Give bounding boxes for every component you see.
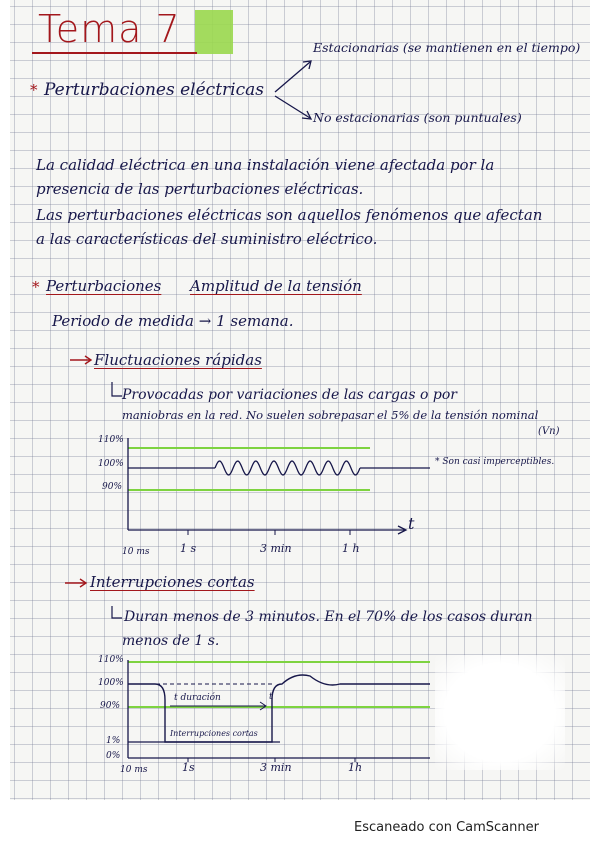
g2-ylabel: 100%	[98, 678, 124, 688]
fluctuaciones-line-1: Provocadas por variaciones de las cargas o por	[122, 387, 457, 403]
fluctuaciones-line-2: maniobras en la red. No suelen sobrepasar el 5% de la tensión nominal	[122, 408, 539, 422]
g2-xlabel: 1s	[182, 761, 195, 774]
g1-ylabel: 100%	[98, 459, 124, 469]
g1-xlabel: 1 s	[180, 542, 197, 555]
notebook-page: Tema 7 * Perturbaciones eléctricas Estacionarias (se mantienen en el tiempo) No estacionarias (son puntuales) La calidad eléctrica en una instalación viene afectada por la presencia de las perturbaciones eléctricas. Las perturbaciones eléctricas son aquellos fenómenos que afectan a las características del suministro eléctrico. * Perturbaciones Amplitud de la tensión Periodo de medida → 1 semana. Fluctuaciones rápidas Provocadas por variaciones de las cargas o por maniobras en la red. No suelen sobrepasar el 5% de la tensión nominal (Vn) * Son casi imperceptibles. 110% 100% 90% 10 ms 1 s 3 min 1 h t Interrupciones cortas Duran menos de 3 minutos. En el 70% de los casos duran menos de 1 s. 110% 100% 90% 1% 0% t duración t Interrupciones cortas 10 ms 1s 3 min 1h	[10, 0, 590, 800]
paragraph-line-4: a las características del suministro eléctrico.	[36, 230, 378, 248]
fluctuaciones-note: * Son casi imperceptibles.	[435, 457, 555, 467]
page-title: Tema 7	[38, 7, 181, 51]
g2-interrupcion: Interrupciones cortas	[170, 729, 258, 738]
interrupciones-line-1: Duran menos de 3 minutos. En el 70% de los casos duran	[124, 609, 533, 625]
g1-xlabel: 3 min	[260, 542, 292, 555]
interrupciones-line-2: menos de 1 s.	[122, 633, 220, 649]
fluctuaciones-heading: Fluctuaciones rápidas	[94, 351, 262, 369]
g2-xlabel: 1h	[348, 761, 363, 774]
paragraph-line-3: Las perturbaciones eléctricas son aquellos fenómenos que afectan	[36, 206, 543, 224]
g1-ylabel: 90%	[102, 482, 123, 492]
graph-interrupciones	[128, 660, 430, 762]
section-heading-a: Perturbaciones	[46, 277, 162, 295]
graph-fluctuaciones	[128, 438, 430, 535]
g1-xlabel: 10 ms	[122, 547, 150, 557]
g2-xlabel: 3 min	[260, 761, 292, 774]
g2-ylabel: 90%	[100, 701, 121, 711]
section-heading-b: Amplitud de la tensión	[190, 277, 362, 295]
branch-no-estacionarias: No estacionarias (son puntuales)	[313, 110, 522, 125]
g2-xlabel: 10 ms	[120, 765, 148, 775]
footer-text: Escaneado con CamScanner	[353, 820, 539, 835]
paragraph-line-2: presencia de las perturbaciones eléctricas.	[36, 180, 364, 198]
paragraph-line-1: La calidad eléctrica en una instalación viene afectada por la	[36, 156, 495, 174]
periodo-medida: Periodo de medida → 1 semana.	[52, 312, 294, 330]
fluctuaciones-vn: (Vn)	[538, 426, 560, 437]
g1-ylabel: 110%	[98, 435, 124, 445]
g2-ylabel: 110%	[98, 655, 124, 665]
interrupciones-heading: Interrupciones cortas	[90, 573, 255, 591]
scanner-watermark	[0, 820, 599, 835]
g2-duracion: t duración	[174, 693, 221, 703]
g1-axis-t: t	[408, 514, 415, 533]
g1-xlabel: 1 h	[342, 542, 360, 555]
g2-ylabel: 1%	[106, 736, 121, 746]
g2-ylabel: 0%	[106, 751, 121, 761]
perturbaciones-label: Perturbaciones eléctricas	[44, 80, 264, 100]
branch-estacionarias: Estacionarias (se mantienen en el tiempo)	[313, 40, 581, 55]
g2-t-end: t	[269, 692, 273, 702]
scan-smudge	[435, 655, 565, 770]
